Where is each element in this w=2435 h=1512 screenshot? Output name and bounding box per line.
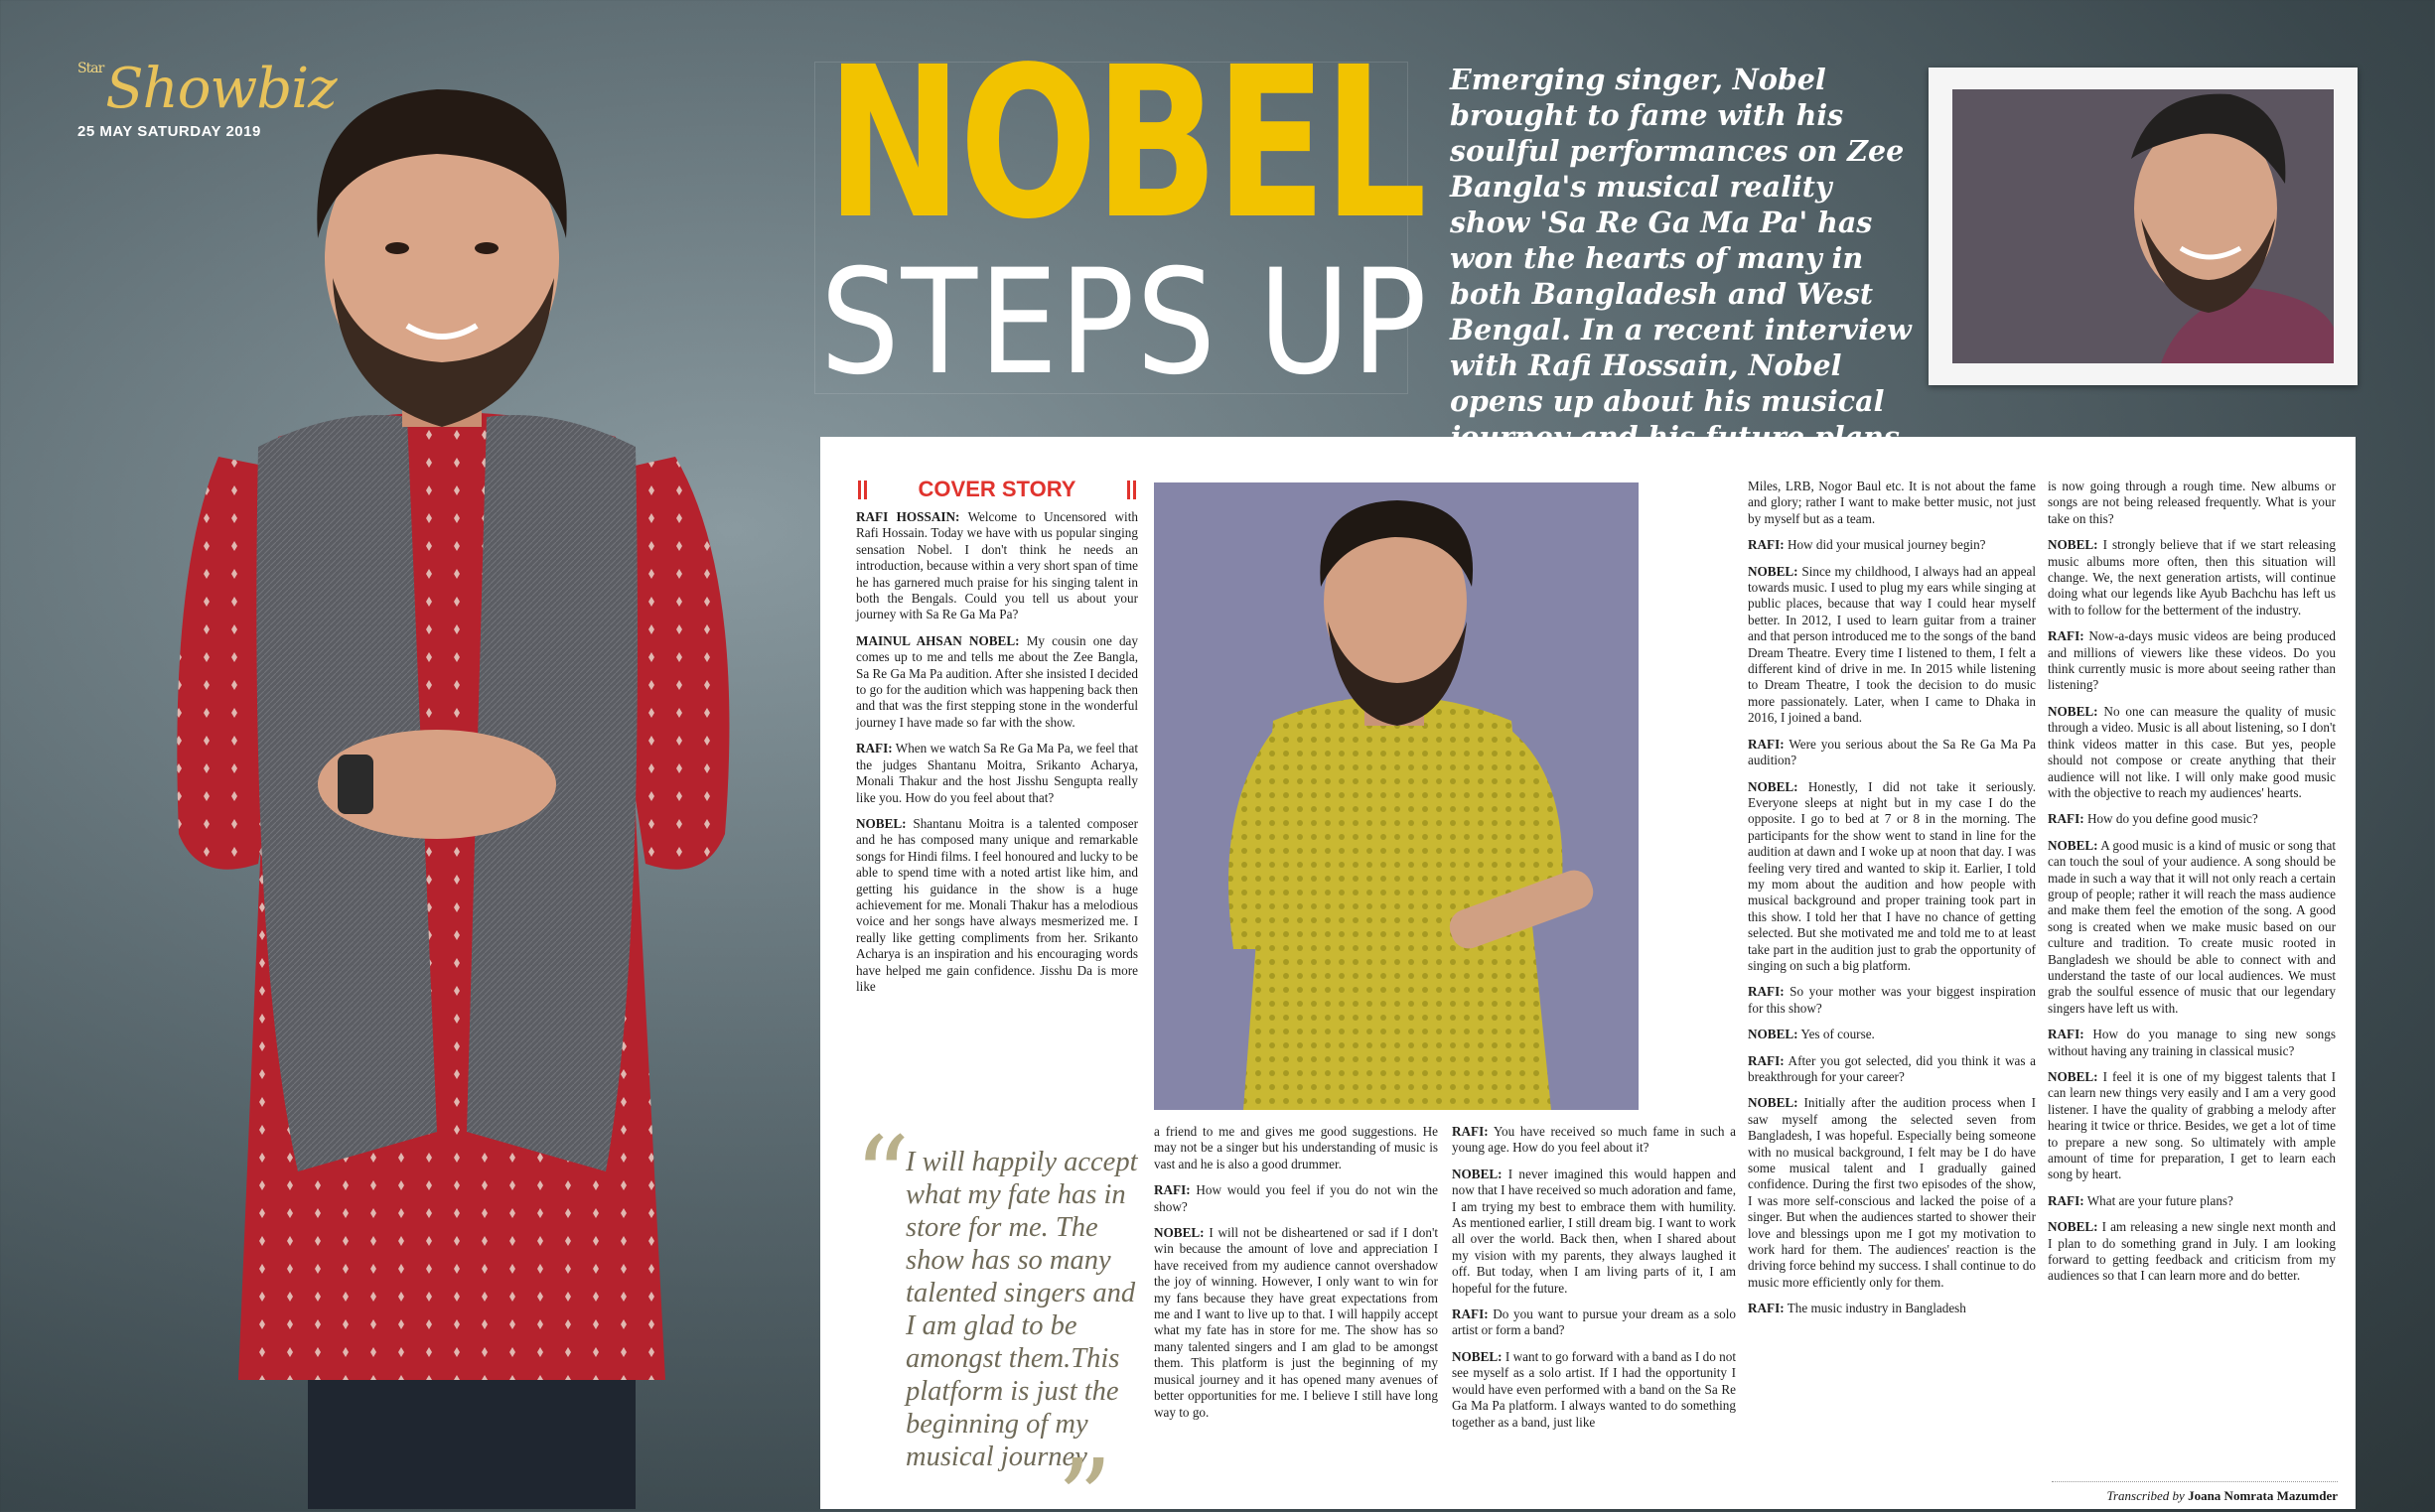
article-paragraph: RAFI: Were you serious about the Sa Re Ga Ma Pa audition? xyxy=(1748,736,2036,768)
article-paragraph: RAFI: After you got selected, did you think it was a breakthrough for your career? xyxy=(1748,1052,2036,1084)
cover-photo-singer xyxy=(109,60,785,1509)
speaker-label: RAFI: xyxy=(1748,1052,1785,1068)
section-label: COVER STORY xyxy=(858,477,1136,502)
article-paragraph: NOBEL: I feel it is one of my biggest talents that I can learn new things very easily and I am a very good listener. I have the quality of grabbing a melody after hearing it twice or thrice. Besides, we get a lot of time to prepare a new song. So ultimately with ample amount of time for preparation, I get to learn each song by heart. xyxy=(2048,1069,2336,1182)
article-paragraph: RAFI: So your mother was your biggest inspiration for this show? xyxy=(1748,984,2036,1016)
article-paragraph: RAFI: The music industry in Bangladesh xyxy=(1748,1301,1966,1316)
speaker-label: NOBEL: xyxy=(1748,563,1798,579)
speaker-label: RAFI: xyxy=(1748,537,1785,553)
article-paragraph: NOBEL: I want to go forward with a band as I do not see myself as a solo artist. If I had the opportunity I would have even performed with a band on the Sa Re Ga Ma Pa platform. I always wanted to do something together as a band, just like xyxy=(1452,1348,1736,1430)
pull-quote: “ I will happily accept what my fate has in store for me. The show has so many talented singers and I am glad to be amongst them.This platform is just the beginning of my musical journey ” xyxy=(850,1132,1138,1499)
article-paragraph: Miles, LRB, Nogor Baul etc. It is not about the fame and glory; rather I want to make better music, not just by myself but as a team. xyxy=(1748,479,2036,526)
standfirst: Emerging singer, Nobel brought to fame with his soulful performances on Zee Bangla's musical reality show 'Sa Re Ga Ma Pa' has won the hearts of many in both Bangladesh and West Bengal. In a recent interview with Rafi Hossain, Nobel opens up about his musical xyxy=(1450,63,1912,418)
transcription-credit: Transcribed by Joana Nomrata Mazumder xyxy=(2052,1481,2338,1504)
portrait-photo xyxy=(1952,89,2334,363)
article-paragraph: NOBEL: A good music is a kind of music or song that can touch the soul of your audience. A song should be made in such a way that it will not only reach a certain group of people; rather it will reach the mass audience and make them feel the emotion of the song. A good song is created when we make music based on our culture and tradition. To create music rooted in Bangladesh we should be able to connect with and understand the taste of our local audiences. We must grab the soulful essence of music that our legendary singers have left us with. xyxy=(2048,837,2336,1016)
speaker-label: NOBEL: xyxy=(2048,703,2098,719)
article-paragraph: NOBEL: Shantanu Moitra is a talented composer and he has composed many unique and remarkable songs for Hindi films. I feel honoured and lucky to be able to spend time with a noted artist like him, and getting his guidance in the show is a huge achievement for me. Monali Thakur has a melodious voice and her songs have always mesmerized me. I really like getting compliments from her. Srikanto Acharya is an inspiration and his encouraging words have helped me gain confidence. Jisshu Da is more like xyxy=(856,815,1138,994)
article-paragraph: NOBEL: Honestly, I did not take it seriously. Everyone sleeps at night but in my case I do the opposite. I go to bed at 7 or 8 in the morning. The participants for the show went to stand in line for the audition at dawn and I woke up at noon that day. I was feeling very tired and wanted to skip it. Earlier, I told my mom about the audition and how people with musical background and proper training took part in this show. I told her that I have no chance of getting selected. But she motivated me and told me to at least take part in the audition just to grab the opportunity of singing on such a big platform. xyxy=(1748,778,2036,973)
headline-title: NOBEL xyxy=(826,22,1424,265)
article-paragraph: NOBEL: I am releasing a new single next month and I plan to do something grand in July. I am looking forward to getting feedback and criticism from my audiences so that I can learn more and do better. xyxy=(2048,1219,2336,1284)
article-paragraph: NOBEL: Yes of course. xyxy=(1748,1027,1875,1042)
article-paragraph: RAFI HOSSAIN: Welcome to Uncensored with Rafi Hossain. Today we have with us popular singing sensation Nobel. I don't think he needs an introduction, because within a very short span of time he has garnered much praise for his singing talent in both the Bengals. Could you tell us about your journey with Sa Re Ga Ma Pa? xyxy=(856,509,1138,622)
speaker-label: RAFI: xyxy=(1452,1306,1489,1322)
article-paragraph: RAFI: How do you manage to sing new songs without having any training in classical music? xyxy=(2048,1027,2336,1058)
speaker-label: RAFI: xyxy=(1452,1124,1489,1139)
speaker-label: NOBEL: xyxy=(2048,837,2098,853)
article-paragraph: RAFI: You have received so much fame in such a young age. How do you feel about it? xyxy=(1452,1124,1736,1156)
speaker-label: RAFI HOSSAIN: xyxy=(856,509,960,524)
speaker-label: NOBEL: xyxy=(2048,1219,2098,1235)
speaker-label: RAFI: xyxy=(2048,628,2084,644)
article-paragraph: RAFI: What are your future plans? xyxy=(2048,1192,2233,1208)
article-paragraph: RAFI: Do you want to pursue your dream as a solo artist or form a band? xyxy=(1452,1306,1736,1338)
article-paragraph: NOBEL: Initially after the audition process when I saw myself among the selected seven from Bangladesh, I was hopeful. Especially being someone with no musical background, I felt may be I do have some musical talent and I gradually gained confidence. During the first two episodes of the show, I was more self-conscious and lacked the poise of a singer. But when the audiences started to shower their love and blessings upon me I got my motivation to work hard for them. The audiences' reaction is the driving force behind my success. I shall continue to do music more efficiently only for them. xyxy=(1748,1095,2036,1290)
speaker-label: RAFI: xyxy=(2048,811,2084,827)
speaker-label: RAFI: xyxy=(2048,1192,2084,1208)
article-paragraph: NOBEL: I strongly believe that if we start releasing music albums more often, then this situation will change. We, the next generation artists, will continue doing what our legends like Ayub Bachchu has left us with to follow for the betterment of the industry. xyxy=(2048,537,2336,618)
open-quote-icon: “ xyxy=(854,1113,911,1240)
issue-date: 25 MAY SATURDAY 2019 xyxy=(77,123,261,140)
speaker-label: NOBEL: xyxy=(1452,1166,1503,1181)
speaker-label: NOBEL: xyxy=(1452,1348,1503,1364)
speaker-label: NOBEL: xyxy=(1748,1095,1798,1111)
article-paragraph: a friend to me and gives me good suggestions. He may not be a singer but his understanding of music is vast and he is also a good drummer. xyxy=(1154,1124,1438,1171)
article-column-4 xyxy=(1748,479,2036,1327)
inset-photo-singer xyxy=(1154,482,1639,1110)
article-paragraph: NOBEL: Since my childhood, I always had an appeal towards music. I used to plug my ears while singing at public places, because that way I could hear myself better. In 2012, I used to learn guitar from a trainer and that person introduced me to the songs of the band Dream Theatre. Every time I listened to them, I felt a different kind of drive in me. In 2015 while listening to Dream Theatre, I took the decision to do music more passionately. Later, when I came to Dhaka in 2016, I joined a band. xyxy=(1748,563,2036,726)
headline-subtitle: STEPS UP xyxy=(820,238,1429,407)
article-paragraph: RAFI: How do you define good music? xyxy=(2048,811,2258,827)
article-paragraph: is now going through a rough time. New albums or songs are not being released frequently. What is your take on this? xyxy=(2048,479,2336,526)
speaker-label: RAFI: xyxy=(1748,984,1785,1000)
article-paragraph: NOBEL: I will not be disheartened or sad if I don't win because the amount of love and appreciation I have received from my audience cannot overshadow the joy of winning. However, I only want to win for my fans because they have great expectations from me and I want to live up to that. I will happily accept what my fate has in store for me. The show has so many talented singers and I am glad to be amongst them. This platform is just the beginning of my musical journey and it has opened many avenues of better opportunities for me. I believe I still have long way to go. xyxy=(1154,1225,1438,1420)
speaker-label: RAFI: xyxy=(1154,1182,1191,1198)
showbiz-logo: $^{Star}$Showbiz xyxy=(77,57,337,121)
article-paragraph: RAFI: When we watch Sa Re Ga Ma Pa, we feel that the judges Shantanu Moitra, Srikanto Acharya, Monali Thakur and the host Jisshu Sengupta really like you. How do you feel about that? xyxy=(856,741,1138,805)
article-column-2 xyxy=(1154,1124,1438,1431)
article-column-5 xyxy=(2048,479,2336,1295)
speaker-label: NOBEL: xyxy=(856,815,907,831)
article-panel xyxy=(820,437,2356,1512)
speaker-label: NOBEL: xyxy=(2048,1069,2098,1084)
close-quote-icon: ” xyxy=(1057,1436,1113,1512)
speaker-label: MAINUL AHSAN NOBEL: xyxy=(856,632,1020,648)
article-paragraph: RAFI: How would you feel if you do not win the show? xyxy=(1154,1182,1438,1214)
article-paragraph: NOBEL: I never imagined this would happen and now that I have received so much adoration and fame, I am trying my best to embrace them with humility. As mentioned earlier, I still dream big. I want to work all over the world. Back then, when I shared about my vision with my parents, they always laughed it off. But today, when I am living parts of it, I am hopeful for the future. xyxy=(1452,1166,1736,1296)
article-paragraph: MAINUL AHSAN NOBEL: My cousin one day comes up to me and tells me about the Zee Bangla, Sa Re Ga Ma Pa audition. After she insisted I decided to go for the audition which was happening back then and that was the first stepping stone in the wonderful journey I have made so far with the show. xyxy=(856,632,1138,730)
article-column-1 xyxy=(856,509,1138,1005)
article-paragraph: RAFI: How did your musical journey begin? xyxy=(1748,537,1986,553)
speaker-label: RAFI: xyxy=(1748,1301,1785,1316)
speaker-label: NOBEL: xyxy=(1748,1027,1798,1042)
speaker-label: RAFI: xyxy=(856,741,893,756)
article-paragraph: RAFI: Now-a-days music videos are being produced and millions of viewers like these videos. Do you think currently music is more about seeing rather than listening? xyxy=(2048,628,2336,693)
portrait-frame xyxy=(1929,68,2358,385)
speaker-label: RAFI: xyxy=(2048,1027,2084,1042)
article-paragraph: NOBEL: No one can measure the quality of music through a video. Music is all about listening, so I don't think videos matter in this case. But yes, people should not compose or create anything that their audience will not like. I will only make good music with the objective to reach my audiences' hearts. xyxy=(2048,703,2336,800)
speaker-label: NOBEL: xyxy=(1748,778,1798,794)
speaker-label: RAFI: xyxy=(1748,736,1785,752)
speaker-label: NOBEL: xyxy=(2048,537,2098,553)
speaker-label: NOBEL: xyxy=(1154,1225,1205,1241)
article-column-3 xyxy=(1452,1124,1736,1441)
